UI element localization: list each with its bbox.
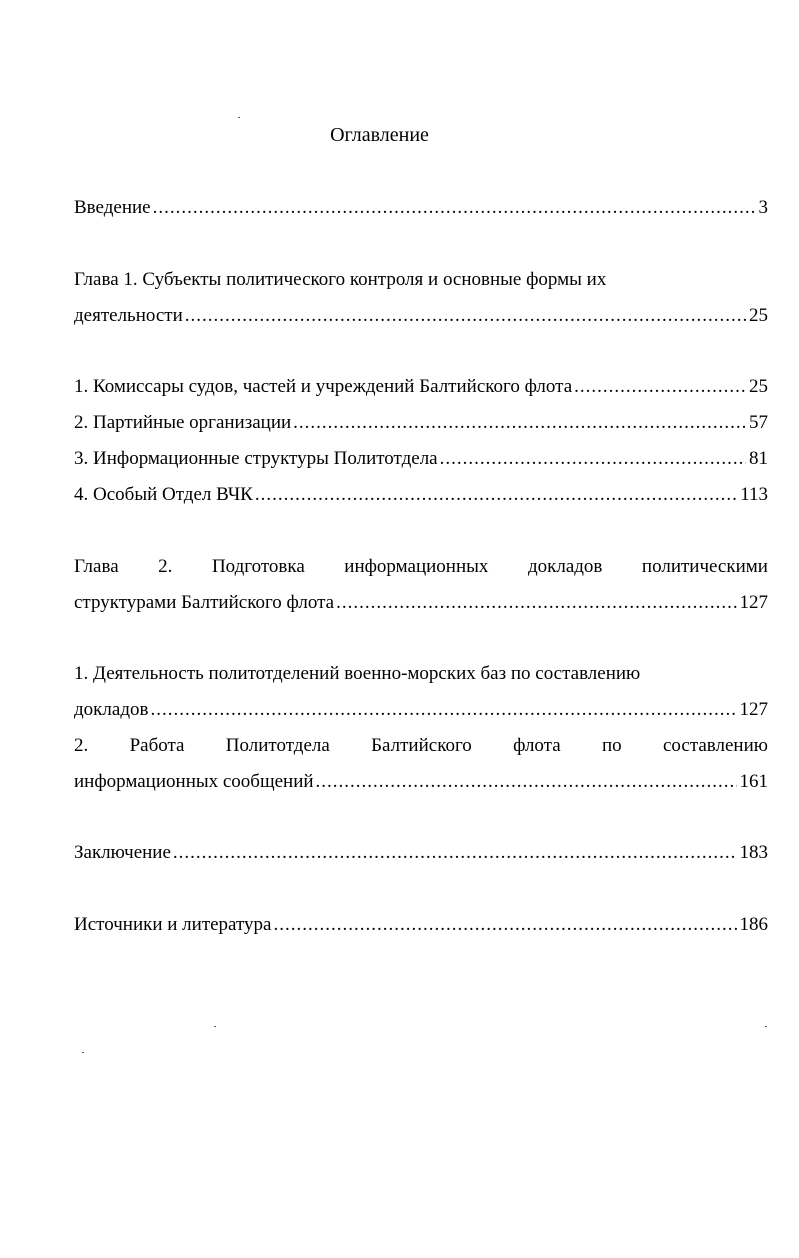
toc-entry-chapter-2-line1 <box>74 554 768 580</box>
toc-entry-chapter-1 <box>74 303 768 329</box>
toc-entry-text: 2. Партийные организации <box>74 412 292 433</box>
toc-entry-section-2-2 <box>74 769 768 795</box>
toc-leader-dots <box>274 912 737 938</box>
toc-entry-sources <box>74 912 768 938</box>
word: 2. <box>158 556 173 577</box>
toc-entry-text: Введение <box>74 197 151 218</box>
toc-entry-page: 186 <box>739 914 768 935</box>
word: по <box>601 735 622 756</box>
toc-entry-section-1-3 <box>74 446 768 472</box>
word: составлению <box>662 735 768 756</box>
toc-entry-section-2-1-line1: 1. Деятельность политотделений военно-морских баз по составлению <box>74 663 641 684</box>
toc-entry-page: 161 <box>739 771 768 792</box>
toc-entry-introduction <box>74 195 768 221</box>
word: Глава <box>74 556 119 577</box>
toc-entry-text: 4. Особый Отдел ВЧК <box>74 484 253 505</box>
toc-entry-section-2-1 <box>74 697 768 723</box>
word: Работа <box>129 735 185 756</box>
scan-speck <box>82 1052 84 1053</box>
toc-entry-text: деятельности <box>74 305 183 326</box>
toc-leader-dots <box>336 590 736 616</box>
toc-entry-page: 127 <box>739 592 768 613</box>
toc-entry-text: 1. Комиссары судов, частей и учреждений Балтийского флота <box>74 376 573 397</box>
word: Балтийского <box>371 735 472 756</box>
toc-entry-page: 57 <box>749 412 768 433</box>
toc-entry-text: 3. Информационные структуры Политотдела <box>74 448 438 469</box>
word: 2. <box>74 735 89 756</box>
word: Подготовка <box>211 556 305 577</box>
toc-leader-dots <box>150 697 736 723</box>
word: докладов <box>527 556 603 577</box>
scan-speck <box>214 1026 216 1027</box>
toc-entry-text: информационных сообщений <box>74 771 314 792</box>
toc-entry-section-1-4 <box>74 482 768 508</box>
toc-entry-text: Источники и литература <box>74 914 272 935</box>
toc-entry-chapter-1-line1: Глава 1. Субъекты политического контроля и основные формы их <box>74 269 607 290</box>
toc-entry-section-2-2-line1 <box>74 733 768 759</box>
toc-entry-text: структурами Балтийского флота <box>74 592 335 613</box>
toc-entry-page: 25 <box>749 305 768 326</box>
toc-entry-page: 81 <box>749 448 768 469</box>
toc-leader-dots <box>255 482 737 508</box>
toc-leader-dots <box>440 446 746 472</box>
word: политическими <box>641 556 768 577</box>
toc-entry-text: докладов <box>74 699 149 720</box>
scan-speck <box>765 1026 767 1027</box>
scan-speck <box>238 117 240 118</box>
toc-entry-section-1-1 <box>74 374 768 400</box>
toc-leader-dots <box>574 374 746 400</box>
toc-leader-dots <box>153 195 756 221</box>
toc-entry-chapter-2 <box>74 590 768 616</box>
toc-leader-dots <box>293 410 746 436</box>
toc-entry-section-1-2 <box>74 410 768 436</box>
toc-leader-dots <box>173 840 737 866</box>
toc-entry-page: 25 <box>749 376 768 397</box>
toc-entry-conclusion <box>74 840 768 866</box>
toc-entry-page: 183 <box>739 842 768 863</box>
toc-entry-page: 113 <box>740 484 768 505</box>
toc-entry-text: Заключение <box>74 842 171 863</box>
toc-leader-dots <box>316 769 737 795</box>
toc-entry-page: 3 <box>758 197 768 218</box>
word: флота <box>513 735 561 756</box>
toc-title: Оглавление <box>330 124 429 146</box>
word: информационных <box>344 556 489 577</box>
word: Политотдела <box>225 735 330 756</box>
toc-leader-dots <box>185 303 746 329</box>
toc-entry-page: 127 <box>739 699 768 720</box>
